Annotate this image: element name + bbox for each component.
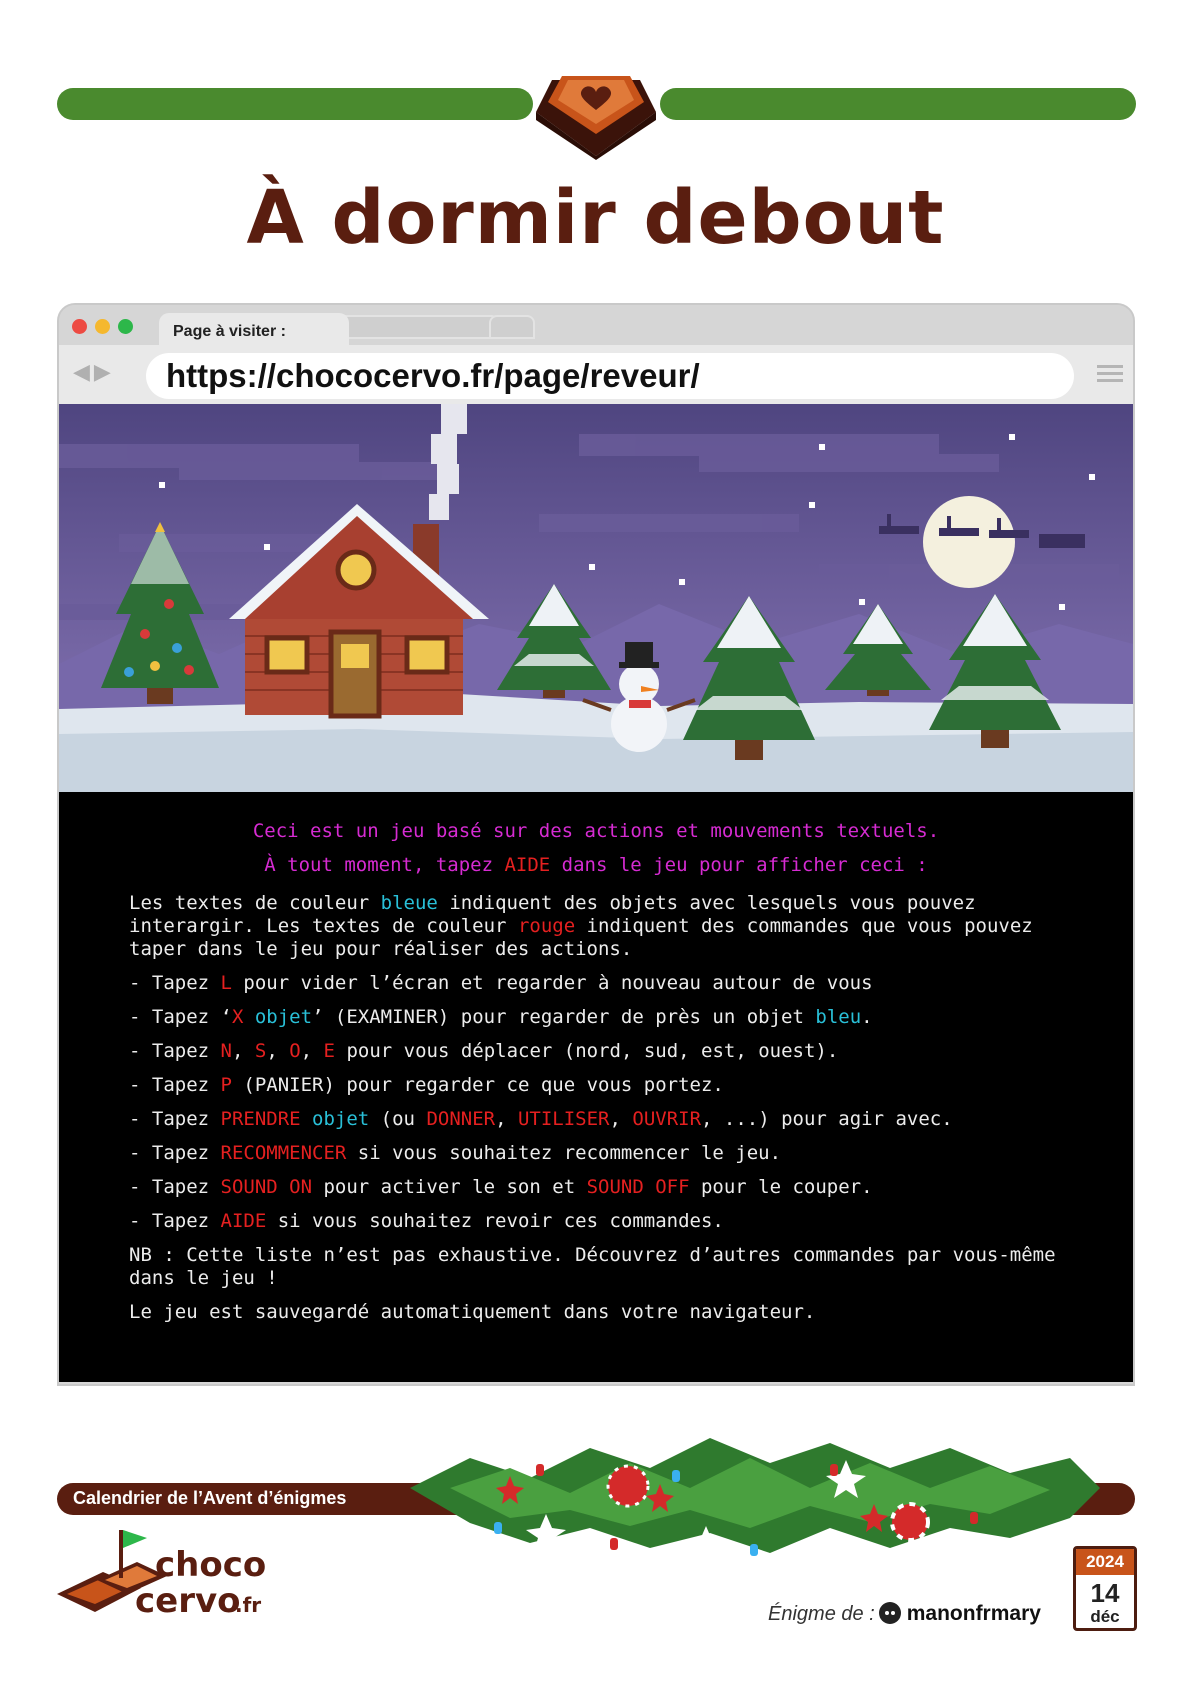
chococervo-logo (57, 1526, 277, 1630)
help-text: - Tapez (129, 1210, 221, 1232)
help-text: Le jeu est sauvegardé automatiquement dans votre navigateur. (129, 1301, 816, 1323)
command-keyword: N (220, 1040, 232, 1062)
help-text: - Tapez (129, 1176, 221, 1198)
calendar-label: Calendrier de l’Avent d’énigmes (73, 1488, 347, 1508)
inactive-tab[interactable] (329, 315, 499, 339)
browser-window (57, 303, 1135, 1386)
help-text: - Tapez (129, 1142, 221, 1164)
help-text: À tout moment, tapez (264, 854, 505, 876)
command-keyword: S (254, 1040, 267, 1062)
command-keyword: RECOMMENCER (220, 1142, 347, 1164)
window-minimize-dot[interactable] (95, 319, 110, 334)
url-field[interactable]: https://chococervo.fr/page/reveur/ (146, 353, 1074, 399)
object-keyword: bleu (815, 1006, 862, 1028)
help-line (129, 1244, 1079, 1290)
command-keyword: AIDE (220, 1210, 267, 1232)
game-console (59, 792, 1133, 1382)
help-text: NB : Cette liste n’est pas exhaustive. Découvrez d’autres commandes par vous-même dans le jeu ! (129, 1244, 1056, 1289)
help-text: si vous souhaitez revoir ces commandes. (266, 1210, 724, 1232)
help-text: pour vider l’écran et regarder à nouveau autour de vous (231, 972, 873, 994)
intro-line-1: Ceci est un jeu basé sur des actions et mouvements textuels. (252, 820, 940, 842)
winter-scene-image (59, 404, 1133, 792)
help-line (129, 1074, 1079, 1097)
command-keyword: L (220, 972, 232, 994)
author-credit (768, 1602, 1041, 1626)
help-text: indiquent des commandes que vous pouvez taper dans le jeu pour réaliser des actions. (129, 915, 1033, 960)
help-text: - Tapez (129, 972, 221, 994)
command-keyword: PRENDRE (220, 1108, 301, 1130)
chococervo-logo-graphic (57, 1526, 277, 1630)
help-text: , (231, 1040, 255, 1062)
help-text: pour vous déplacer (nord, sud, est, ouest). (335, 1040, 839, 1062)
command-keyword: UTILISER (517, 1108, 610, 1130)
back-arrow-icon[interactable]: ◀ (73, 359, 94, 384)
date-day: 14 (1090, 1578, 1120, 1608)
date-month: déc (1090, 1607, 1120, 1626)
help-text: pour activer le son et (312, 1176, 587, 1198)
command-keyword: rouge (517, 915, 576, 937)
brand-line-1: choco (155, 1545, 267, 1585)
command-keyword: X (231, 1006, 244, 1028)
help-text: - Tapez (129, 1108, 221, 1130)
help-line (129, 892, 1079, 961)
command-keyword: O (289, 1040, 301, 1062)
help-line (129, 1142, 1079, 1165)
object-keyword: objet (300, 1108, 370, 1130)
brand-suffix: .fr (235, 1593, 262, 1617)
enigme-prefix: Énigme de : (768, 1603, 875, 1625)
christmas-garland-image (410, 1418, 1100, 1568)
help-text: , (609, 1108, 633, 1130)
help-text: pour le couper. (689, 1176, 873, 1198)
help-text: Les textes de couleur (129, 892, 381, 914)
help-line (129, 972, 1079, 995)
forward-arrow-icon[interactable]: ▶ (93, 359, 115, 384)
active-tab[interactable] (159, 313, 349, 347)
command-keyword: OUVRIR (632, 1108, 702, 1130)
help-text: , (300, 1040, 324, 1062)
help-line (129, 1210, 1079, 1233)
help-text: (PANIER) pour regarder ce que vous portez. (231, 1074, 724, 1096)
help-line (129, 1108, 1079, 1131)
brand-line-2: cervo (135, 1581, 241, 1621)
help-text: indiquent des objets avec lesquels vous pouvez interargir. Les textes de couleur (129, 892, 976, 937)
help-line (129, 1006, 1079, 1029)
help-text: - Tapez (129, 1074, 221, 1096)
help-text: si vous souhaitez recommencer le jeu. (346, 1142, 782, 1164)
help-text: - Tapez (129, 1040, 221, 1062)
author-name: manonfrmary (906, 1602, 1041, 1625)
help-line (129, 1301, 1079, 1324)
header-bar-left (57, 88, 533, 120)
window-maximize-dot[interactable] (118, 319, 133, 334)
address-bar (59, 345, 1133, 404)
command-keyword: P (220, 1074, 232, 1096)
object-keyword: bleue (380, 892, 438, 914)
page-title: À dormir debout (246, 175, 945, 261)
header-bar-right (660, 88, 1136, 120)
chocolate-heart-icon (532, 50, 660, 160)
object-keyword: objet (243, 1006, 313, 1028)
help-text: , (266, 1040, 290, 1062)
command-keyword: DONNER (426, 1108, 496, 1130)
help-list (129, 892, 1079, 1335)
help-text: , (495, 1108, 518, 1130)
tab-label: Page à visiter : (173, 323, 286, 340)
intro-line-2 (59, 854, 1133, 876)
help-text: , ...) pour agir avec. (701, 1108, 953, 1130)
command-keyword: SOUND OFF (586, 1176, 690, 1198)
discord-icon (879, 1602, 901, 1624)
command-keyword: AIDE (504, 854, 551, 876)
window-close-dot[interactable] (72, 319, 87, 334)
command-keyword: E (323, 1040, 335, 1062)
help-line (129, 1176, 1079, 1199)
help-text: ’ (EXAMINER) pour regarder de près un objet (312, 1006, 816, 1028)
nav-arrows (73, 359, 115, 385)
help-line (129, 1040, 1079, 1063)
help-text: . (861, 1006, 873, 1028)
command-keyword: SOUND ON (220, 1176, 313, 1198)
date-badge (1073, 1546, 1137, 1631)
help-text: - Tapez ‘ (129, 1006, 232, 1028)
browser-tabbar (59, 305, 1133, 345)
help-text: dans le jeu pour afficher ceci : (550, 854, 928, 876)
help-text: (ou (369, 1108, 427, 1130)
inactive-tab[interactable] (489, 315, 535, 339)
date-year: 2024 (1076, 1549, 1134, 1575)
menu-icon[interactable] (1097, 365, 1123, 387)
